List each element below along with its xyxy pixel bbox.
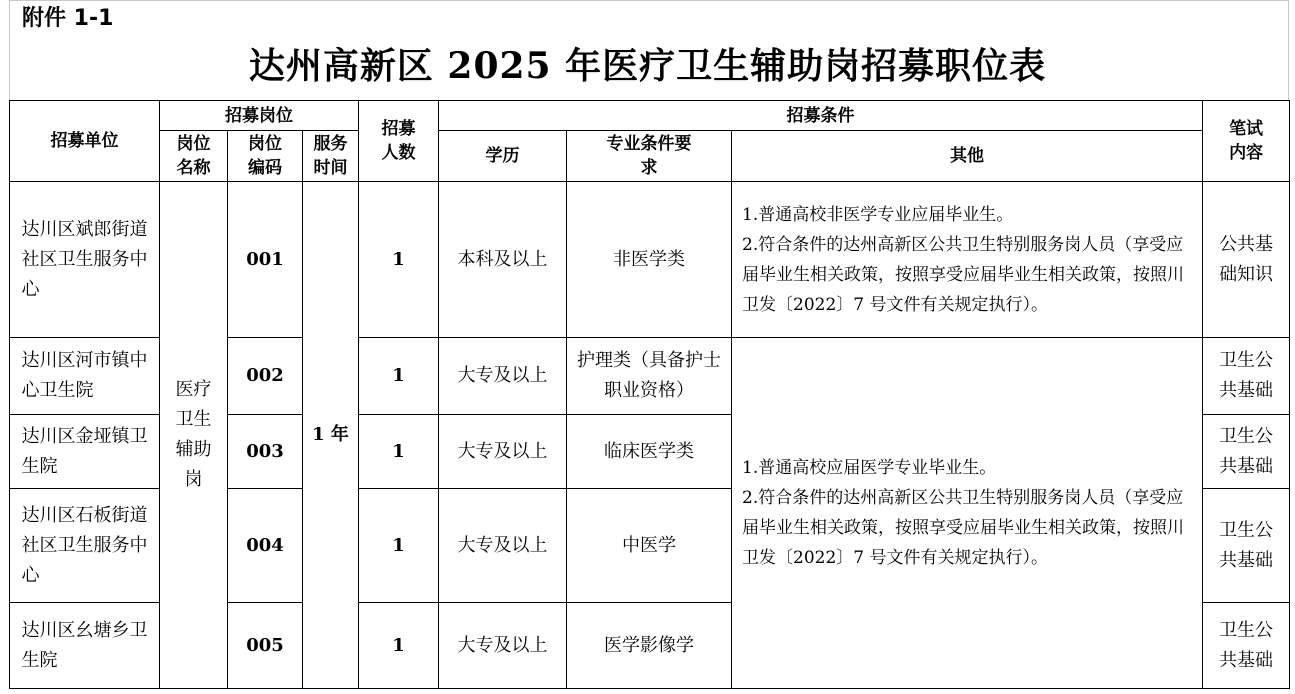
education: 大专及以上 (439, 415, 567, 489)
condition-point: 1.普通高校非医学专业应届毕业生。 (742, 204, 1014, 225)
header-row-1 (10, 101, 1290, 131)
unit-name: 达川区河市镇中心卫生院 (21, 350, 148, 401)
header-post-name (160, 131, 228, 182)
exam: 卫生公共基础 (1219, 350, 1274, 401)
unit-cell (10, 338, 160, 415)
header-post-code (228, 131, 303, 182)
post-code: 005 (228, 603, 303, 689)
unit-cell (10, 489, 160, 603)
header-exam-text: 笔试内容 (1229, 119, 1264, 163)
major: 护理类（具备护士职业资格） (577, 350, 722, 401)
recruit-count: 1 (359, 489, 439, 603)
frame-top-line (9, 0, 1289, 1)
header-service-time-text: 服务时间 (313, 134, 348, 178)
header-exam (1203, 101, 1290, 182)
condition-point: 1.普通高校应届医学专业毕业生。 (742, 458, 997, 478)
exam-cell (1203, 182, 1290, 338)
header-count (359, 101, 439, 182)
post-name: 医疗卫生辅助岗 (175, 379, 212, 490)
header-row-2 (10, 131, 1290, 182)
header-post-name-text: 岗位名称 (176, 134, 211, 178)
header-service-time (303, 131, 359, 182)
header-post-group: 招募岗位 (160, 101, 359, 131)
table-row (10, 182, 1290, 338)
other-conditions-2 (732, 338, 1203, 689)
header-count-text: 招募人数 (381, 119, 416, 163)
header-major-text: 专业条件要求 (606, 134, 692, 178)
post-name-cell (160, 182, 228, 689)
post-code: 001 (228, 182, 303, 338)
unit-cell (10, 182, 160, 338)
header-conditions-group: 招募条件 (439, 101, 1203, 131)
major: 中医学 (567, 489, 732, 603)
recruit-count: 1 (359, 603, 439, 689)
major: 临床医学类 (567, 415, 732, 489)
education: 大专及以上 (439, 338, 567, 415)
annex-label: 附件 1-1 (22, 6, 114, 31)
exam: 卫生公共基础 (1219, 619, 1274, 671)
header-education: 学历 (439, 131, 567, 182)
major: 非医学类 (567, 182, 732, 338)
post-code: 003 (228, 415, 303, 489)
exam-cell (1203, 603, 1290, 689)
recruit-count: 1 (359, 182, 439, 338)
page-title: 达州高新区 2025 年医疗卫生辅助岗招募职位表 (248, 45, 1047, 87)
education: 大专及以上 (439, 603, 567, 689)
exam: 卫生公共基础 (1219, 519, 1274, 571)
major: 医学影像学 (567, 603, 732, 689)
header-major (567, 131, 732, 182)
education: 大专及以上 (439, 489, 567, 603)
other-conditions-1 (732, 182, 1203, 338)
recruit-count: 1 (359, 338, 439, 415)
unit-name: 达川区斌郎街道社区卫生服务中心 (21, 218, 148, 300)
exam-cell (1203, 489, 1290, 603)
exam: 公共基础知识 (1219, 233, 1274, 285)
condition-point: 2.符合条件的达州高新区公共卫生特别服务岗人员（享受应届毕业生相关政策，按照享受应届毕业生相关政策，按照川卫发〔2022〕7 号文件有关规定执行）。 (742, 234, 1185, 315)
unit-cell (10, 603, 160, 689)
exam: 卫生公共基础 (1219, 425, 1274, 477)
header-unit: 招募单位 (10, 101, 160, 182)
unit-cell (10, 415, 160, 489)
post-code: 004 (228, 489, 303, 603)
unit-name: 达川区幺塘乡卫生院 (21, 619, 148, 671)
header-post-code-text: 岗位编码 (248, 134, 282, 178)
education: 本科及以上 (439, 182, 567, 338)
post-code: 002 (228, 338, 303, 415)
exam-cell (1203, 415, 1290, 489)
unit-name: 达川区金垭镇卫生院 (21, 425, 148, 477)
exam-cell (1203, 338, 1290, 415)
unit-name: 达川区石板街道社区卫生服务中心 (21, 504, 148, 586)
recruitment-table (9, 100, 1290, 689)
header-other: 其他 (732, 131, 1203, 182)
service-time: 1 年 (303, 182, 359, 689)
major-cell (567, 338, 732, 415)
condition-point: 2.符合条件的达州高新区公共卫生特别服务岗人员（享受应届毕业生相关政策，按照享受应届毕业生相关政策，按照川卫发〔2022〕7 号文件有关规定执行）。 (742, 488, 1185, 568)
recruit-count: 1 (359, 415, 439, 489)
